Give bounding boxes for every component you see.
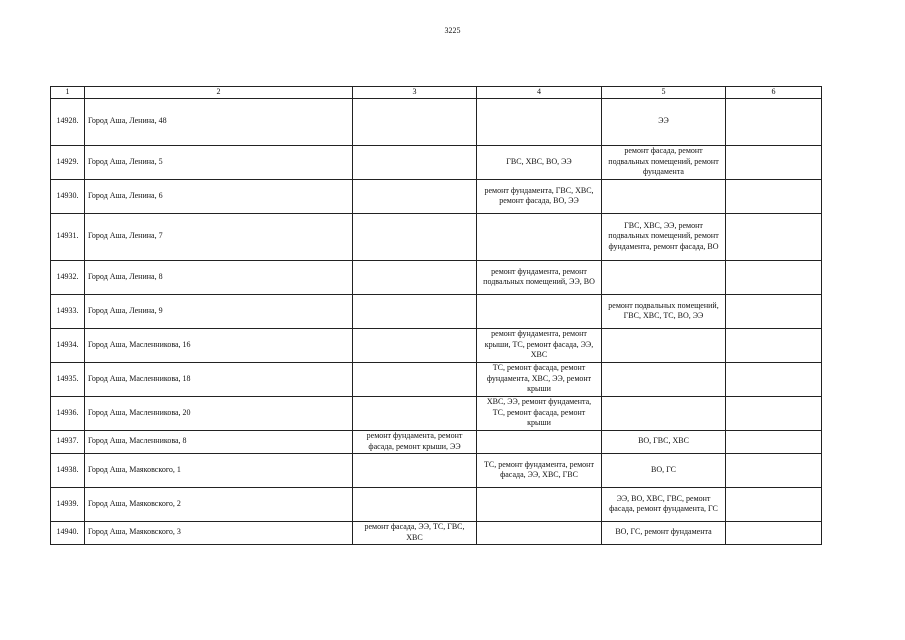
row-col4 [477,213,602,260]
row-col5 [602,328,726,362]
row-address: Город Аша, Ленина, 8 [85,260,353,294]
row-col4: ремонт фундамента, ремонт подвальных помещений, ЭЭ, ВО [477,260,602,294]
row-col4 [477,487,602,521]
row-address: Город Аша, Ленина, 7 [85,213,353,260]
page-number: 3225 [444,26,461,35]
row-address: Город Аша, Маяковского, 1 [85,453,353,487]
row-number: 14928. [51,98,85,145]
row-col6 [726,213,822,260]
row-col3 [353,98,477,145]
row-col3 [353,328,477,362]
row-address: Город Аша, Масленникова, 18 [85,362,353,396]
row-address: Город Аша, Ленина, 48 [85,98,353,145]
row-col6 [726,328,822,362]
row-number: 14937. [51,430,85,453]
column-header-5: 5 [602,87,726,99]
row-col5: ГВС, ХВС, ЭЭ, ремонт подвальных помещений, ремонт фундамента, ремонт фасада, ВО [602,213,726,260]
row-number: 14931. [51,213,85,260]
row-address: Город Аша, Масленникова, 16 [85,328,353,362]
row-col4 [477,521,602,544]
row-col5 [602,362,726,396]
row-col3 [353,453,477,487]
row-address: Город Аша, Маяковского, 2 [85,487,353,521]
row-number: 14933. [51,294,85,328]
row-col4: ТС, ремонт фасада, ремонт фундамента, ХВС, ЭЭ, ремонт крыши [477,362,602,396]
row-col3 [353,396,477,430]
column-header-1: 1 [51,87,85,99]
row-col3 [353,213,477,260]
row-col3 [353,487,477,521]
row-col3 [353,362,477,396]
row-col6 [726,260,822,294]
row-col4 [477,430,602,453]
column-header-6: 6 [726,87,822,99]
column-header-4: 4 [477,87,602,99]
row-address: Город Аша, Ленина, 9 [85,294,353,328]
table-row [51,362,822,396]
row-col3: ремонт фасада, ЭЭ, ТС, ГВС, ХВС [353,521,477,544]
row-col6 [726,98,822,145]
row-col5 [602,396,726,430]
row-address: Город Аша, Масленникова, 8 [85,430,353,453]
row-col3 [353,179,477,213]
row-col6 [726,294,822,328]
row-number: 14938. [51,453,85,487]
table-row [51,98,822,145]
row-col5: ремонт фасада, ремонт подвальных помещений, ремонт фундамента [602,145,726,179]
table-row [51,260,822,294]
table-row [51,396,822,430]
row-col5 [602,179,726,213]
row-col5 [602,260,726,294]
row-col4: ремонт фундамента, ГВС, ХВС, ремонт фасада, ВО, ЭЭ [477,179,602,213]
row-address: Город Аша, Ленина, 5 [85,145,353,179]
header-row [51,87,822,99]
row-col6 [726,396,822,430]
table-row [51,430,822,453]
table-row [51,179,822,213]
row-col5: ЭЭ, ВО, ХВС, ГВС, ремонт фасада, ремонт фундамента, ГС [602,487,726,521]
row-col4 [477,98,602,145]
row-col6 [726,145,822,179]
table-row [51,453,822,487]
row-col3 [353,294,477,328]
row-address: Город Аша, Масленникова, 20 [85,396,353,430]
row-number: 14939. [51,487,85,521]
table-row [51,294,822,328]
row-number: 14929. [51,145,85,179]
column-header-2: 2 [85,87,353,99]
row-number: 14936. [51,396,85,430]
registry-table [50,86,822,545]
row-col5: ремонт подвальных помещений, ГВС, ХВС, ТС, ВО, ЭЭ [602,294,726,328]
row-col4: ГВС, ХВС, ВО, ЭЭ [477,145,602,179]
table-row [51,521,822,544]
row-col4: ТС, ремонт фундамента, ремонт фасада, ЭЭ, ХВС, ГВС [477,453,602,487]
row-col5: ВО, ГВС, ХВС [602,430,726,453]
row-number: 14932. [51,260,85,294]
table-row [51,145,822,179]
column-header-3: 3 [353,87,477,99]
table-row [51,487,822,521]
table-row [51,328,822,362]
row-col5: ВО, ГС [602,453,726,487]
row-col6 [726,430,822,453]
row-number: 14940. [51,521,85,544]
row-col3 [353,145,477,179]
row-col4: ремонт фундамента, ремонт крыши, ТС, ремонт фасада, ЭЭ, ХВС [477,328,602,362]
row-col3: ремонт фундамента, ремонт фасада, ремонт крыши, ЭЭ [353,430,477,453]
table-row [51,213,822,260]
row-col4 [477,294,602,328]
row-col6 [726,487,822,521]
row-col6 [726,179,822,213]
row-col6 [726,521,822,544]
row-col5: ЭЭ [602,98,726,145]
row-col3 [353,260,477,294]
row-col6 [726,362,822,396]
row-number: 14935. [51,362,85,396]
row-col6 [726,453,822,487]
row-col5: ВО, ГС, ремонт фундамента [602,521,726,544]
row-number: 14930. [51,179,85,213]
row-number: 14934. [51,328,85,362]
row-col4: ХВС, ЭЭ, ремонт фундамента, ТС, ремонт фасада, ремонт крыши [477,396,602,430]
row-address: Город Аша, Маяковского, 3 [85,521,353,544]
row-address: Город Аша, Ленина, 6 [85,179,353,213]
